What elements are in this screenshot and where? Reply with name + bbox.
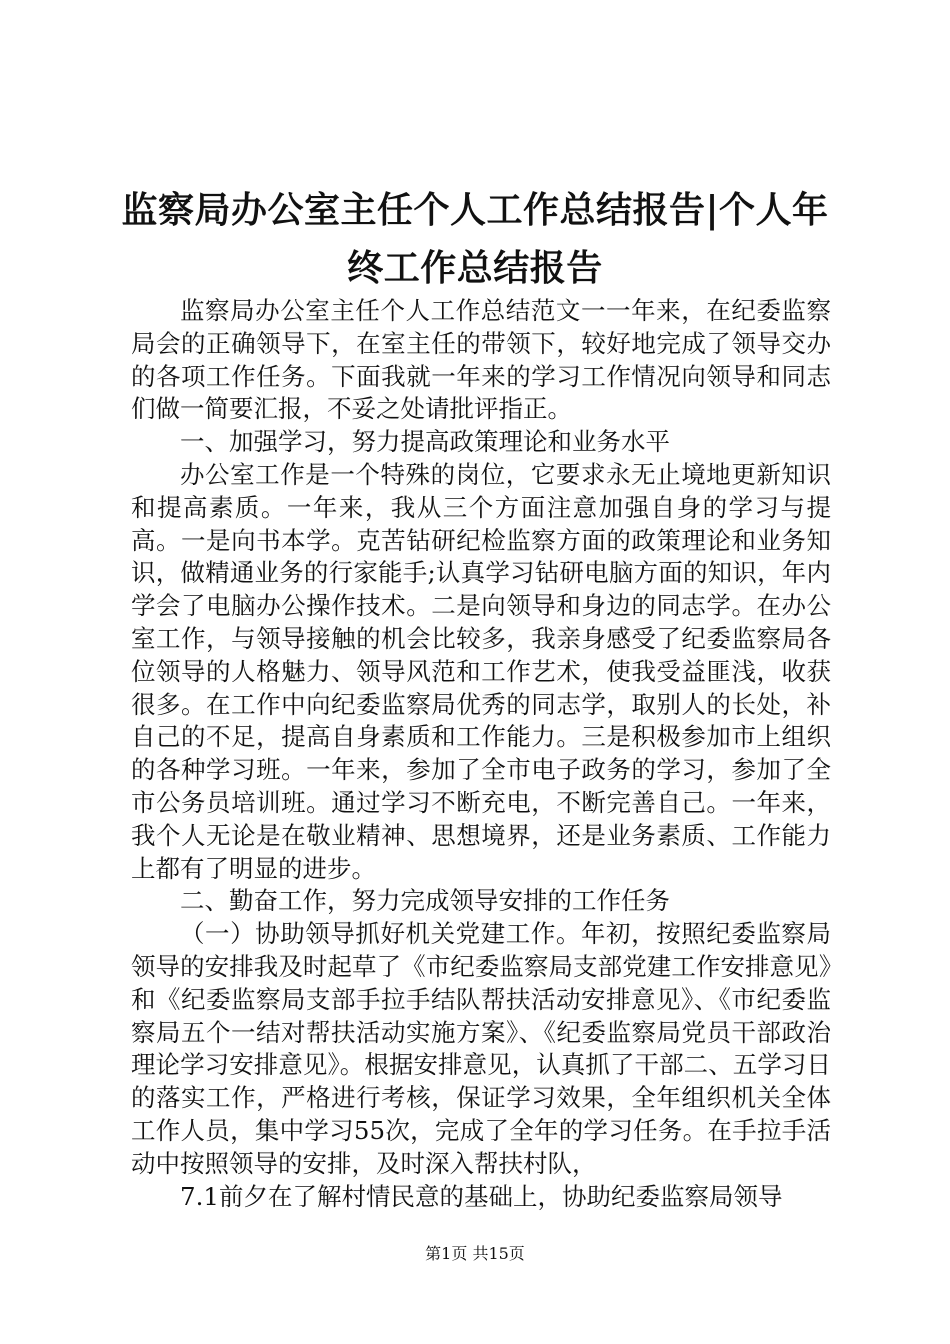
page-footer: 第1页 共15页 [425, 1244, 525, 1263]
section-heading-1: 一、加强学习，努力提高政策理论和业务水平 [180, 427, 670, 457]
section-1-paragraph: 办公室工作是一个特殊的岗位，它要求永无止境地更新知识和提高素质。一年来，我从三个方面注意加强自身的学习与提高。一是向书本学。克苦钻研纪检监察方面的政策理论和业务知识，做精通业务的行家能手;认真学习钻研电脑方面的知识，年内学会了电脑办公操作技术。二是向领导和身边的同志学。在办公室工作，与领导接触的机会比较多，我亲身感受了纪委监察局各位领导的人格魅力、领导风范和工作艺术，使我受益匪浅，收获很多。在工作中向纪委监察局优秀的同志学，取别人的长处，补自己的不足，提高自身素质和工作能力。三是积极参加市上组织的各种学习班。一年来，参加了全市电子政务的学习，参加了全市公务员培训班。通过学习不断充电，不断完善自己。一年来，我个人无论是在敬业精神、思想境界，还是业务素质、工作能力上都有了明显的进步。 [131, 459, 831, 883]
section-2-paragraph-2: 7.1前夕在了解村情民意的基础上，协助纪委监察局领导 [180, 1181, 783, 1211]
document-title-line-2: 终工作总结报告 [347, 247, 603, 289]
section-heading-2: 二、勤奋工作，努力完成领导安排的工作任务 [180, 886, 670, 916]
document-body [131, 295, 831, 1213]
intro-paragraph: 监察局办公室主任个人工作总结范文一一年来，在纪委监察局会的正确领导下，在室主任的带领下，较好地完成了领导交办的各项工作任务。下面我就一年来的学习工作情况向领导和同志们做一简要汇报，不妥之处请批评指正。 [131, 296, 831, 424]
section-2-paragraph-1: （一）协助领导抓好机关党建工作。年初，按照纪委监察局领导的安排我及时起草了《市纪委监察局支部党建工作安排意见》和《纪委监察局支部手拉手结队帮扶活动安排意见》、《市纪委监察局五个一结对帮扶活动实施方案》、《纪委监察局党员干部政治理论学习安排意见》。根据安排意见，认真抓了干部二、五学习日的落实工作，严格进行考核，保证学习效果，全年组织机关全体工作人员，集中学习55次，完成了全年的学习任务。在手拉手活动中按照领导的安排，及时深入帮扶村队， [131, 919, 831, 1178]
document-title-line-1: 监察局办公室主任个人工作总结报告|个人年 [121, 189, 829, 231]
